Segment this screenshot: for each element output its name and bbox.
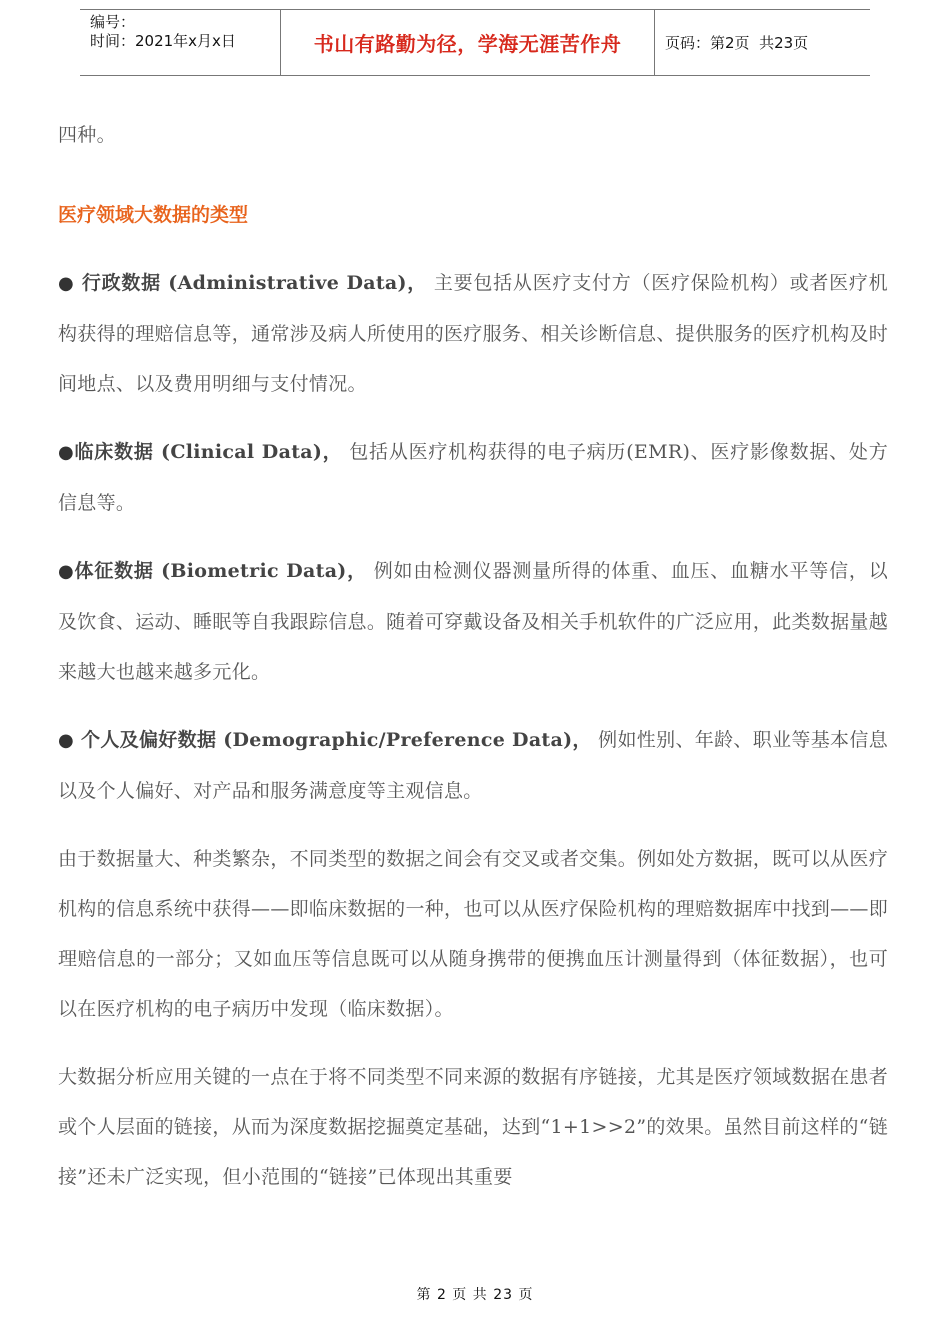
bullet-icon: ● [58,273,75,294]
item-text: 主要包括从医疗支付方（医疗保险机构）或者医疗机构获得的理赔信息等，通常涉及病人所使用的医疗服务、相关诊断信息、提供服务的医疗机构及时间地点、以及费用明细与支付情况。 [58,272,888,395]
bullet-icon: ● [58,730,75,751]
item-text: 包括从医疗机构获得的电子病历(EMR)、医疗影像数据、处方信息等。 [58,441,888,514]
paragraph-overlap: 由于数据量大、种类繁杂，不同类型的数据之间会有交叉或者交集。例如处方数据，既可以从医疗机构的信息系统中获得——即临床数据的一种，也可以从医疗保险机构的理赔数据库中找到——即理赔信息的一部分；又如血压等信息既可以从随身携带的便携血压计测量得到（体征数据），也可以在医疗机构的电子病历中发现（临床数据）。 [58,848,888,1020]
header-page-info: 页码：第2页 共23页 [665,34,809,52]
item-term: 个人及偏好数据 (Demographic/Preference Data)， [74,729,592,751]
section-heading: 医疗领域大数据的类型 [58,204,249,226]
list-item-clinical [58,427,888,528]
time-label: 时间：2021年x月x日 [90,32,236,50]
bullet-icon: ● [58,561,75,582]
document-body [58,110,888,1220]
list-item-demographic [58,715,888,816]
list-item-administrative [58,258,888,409]
item-term: 行政数据 (Administrative Data)， [74,272,428,294]
page-footer: 第 2 页 共 23 页 [416,1287,534,1303]
item-text: 例如性别、年龄、职业等基本信息以及个人偏好、对产品和服务满意度等主观信息。 [58,729,889,802]
header-motto: 书山有路勤为径，学海无涯苦作舟 [281,10,655,75]
header-meta [80,10,281,75]
item-term: 临床数据 (Clinical Data)， [74,441,343,463]
item-term: 体征数据 (Biometric Data)， [74,560,367,582]
page-header [80,9,870,76]
number-label: 编号： [90,13,136,31]
intro-tail: 四种。 [58,124,116,146]
item-text: 例如由检测仪器测量所得的体重、血压、血糖水平等信，以及饮食、运动、睡眠等自我跟踪信息。随着可穿戴设备及相关手机软件的广泛应用，此类数据量越来越大也越来越多元化。 [58,560,888,683]
list-item-biometric [58,546,888,697]
paragraph-linking: 大数据分析应用关键的一点在于将不同类型不同来源的数据有序链接，尤其是医疗领域数据在患者或个人层面的链接，从而为深度数据挖掘奠定基础，达到“1+1>>2”的效果。虽然目前这样的“链接”还未广泛实现，但小范围的“链接”已体现出其重要 [58,1066,888,1188]
bullet-icon: ● [58,442,75,463]
